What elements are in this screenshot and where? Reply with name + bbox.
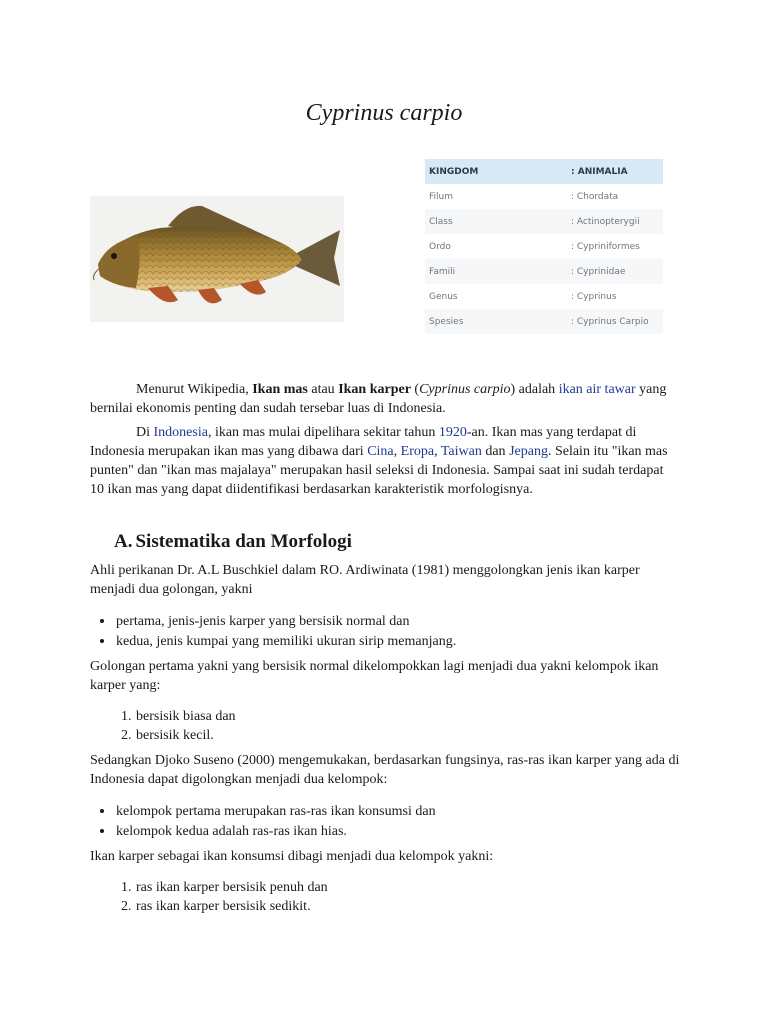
document-body bbox=[90, 380, 680, 922]
taxonomy-value: : ANIMALIA bbox=[567, 159, 663, 184]
taxonomy-key: Genus bbox=[429, 291, 458, 302]
intro-text: yang bernilai ekonomis penting dan sudah tersebar luas di Indonesia. bbox=[90, 382, 667, 416]
page-title: Cyprinus carpio bbox=[305, 100, 463, 126]
list-item: 2. bersisik kecil. bbox=[135, 726, 680, 745]
taxonomy-row bbox=[425, 209, 663, 234]
list-item: 1. ras ikan karper bersisik penuh dan bbox=[135, 878, 680, 897]
section-paragraph: Ikan karper sebagai ikan konsumsi dibagi menjadi dua kelompok yakni: bbox=[90, 849, 494, 864]
list-item: • pertama, jenis-jenis karper yang bersisik normal dan bbox=[115, 611, 680, 631]
history-text: . Selain itu "ikan mas punten" dan "ikan mas majalaya" merupakan hasil seleksi di Indonesia. Sampai saat ini sudah terdapat 10 ikan mas yang dapat diidentifikasi berdasarkan karakteristik morfologisnya. bbox=[90, 444, 668, 497]
bullet-list bbox=[90, 611, 680, 651]
taxonomy-key: Filum bbox=[429, 191, 453, 202]
list-item: 2. ras ikan karper bersisik sedikit. bbox=[135, 897, 680, 916]
intro-text: ( bbox=[410, 382, 420, 397]
taxonomy-key: Spesies bbox=[425, 309, 567, 334]
intro-paragraph bbox=[90, 380, 680, 418]
list-item: • kelompok kedua adalah ras-ras ikan hias. bbox=[115, 821, 680, 841]
section-title: Sistematika dan Morfologi bbox=[135, 531, 352, 552]
section-heading bbox=[114, 530, 680, 554]
link-eropa[interactable]: Eropa bbox=[400, 444, 435, 459]
history-text: , bbox=[393, 444, 401, 459]
taxonomy-value: : Cypriniformes bbox=[571, 241, 640, 252]
taxonomy-row bbox=[425, 184, 663, 209]
term-ikan-mas: Ikan mas bbox=[252, 382, 308, 397]
term-ikan-karper: Ikan karper bbox=[338, 382, 411, 397]
history-text: Di bbox=[136, 425, 154, 440]
link-ikan-air-tawar[interactable]: ikan air tawar bbox=[558, 382, 636, 397]
taxonomy-row bbox=[425, 259, 663, 284]
carp-fish-illustration bbox=[90, 196, 344, 322]
taxonomy-row bbox=[425, 234, 663, 259]
link-taiwan[interactable]: Taiwan bbox=[440, 444, 482, 459]
link-indonesia[interactable]: Indonesia bbox=[153, 425, 208, 440]
history-text: -an. Ikan mas yang terdapat di Indonesia merupakan ikan mas yang dibawa dari bbox=[90, 425, 637, 459]
taxonomy-key: Ordo bbox=[429, 241, 451, 252]
taxonomy-key: Class bbox=[425, 209, 567, 234]
section-paragraph: Ahli perikanan Dr. A.L Buschkiel dalam RO. Ardiwinata (1981) menggolongkan jenis ikan karper menjadi dua golongan, yakni bbox=[90, 563, 640, 597]
section-paragraph: Sedangkan Djoko Suseno (2000) mengemukakan, berdasarkan fungsinya, ras-ras ikan karper yang ada di Indonesia dapat digolongkan menjadi dua kelompok: bbox=[90, 753, 680, 787]
list-item: 1. bersisik biasa dan bbox=[135, 707, 680, 726]
section-paragraph: Golongan pertama yakni yang bersisik normal dikelompokkan lagi menjadi dua yakni kelompok ikan karper yang: bbox=[90, 659, 659, 693]
numbered-list bbox=[90, 707, 680, 745]
scientific-name: Cyprinus carpio bbox=[419, 382, 511, 397]
carp-fish-image bbox=[90, 196, 344, 322]
bullet-list bbox=[90, 801, 680, 841]
intro-text: ) adalah bbox=[510, 382, 559, 397]
taxonomy-row bbox=[425, 284, 663, 309]
history-text: , bbox=[434, 444, 441, 459]
link-cina[interactable]: Cina bbox=[367, 444, 394, 459]
section-number: A. bbox=[114, 531, 133, 552]
history-paragraph bbox=[90, 423, 680, 499]
list-item: • kelompok pertama merupakan ras-ras ikan konsumsi dan bbox=[115, 801, 680, 821]
taxonomy-row bbox=[425, 309, 663, 334]
taxonomy-key: Famili bbox=[425, 259, 567, 284]
taxonomy-value: : Cyprinidae bbox=[567, 259, 663, 284]
taxonomy-value: : Actinopterygii bbox=[567, 209, 663, 234]
intro-text: atau bbox=[307, 382, 339, 397]
history-text: , ikan mas mulai dipelihara sekitar tahun bbox=[207, 425, 439, 440]
taxonomy-value: : Chordata bbox=[571, 191, 619, 202]
history-text: dan bbox=[481, 444, 510, 459]
intro-text: Menurut Wikipedia, bbox=[136, 382, 253, 397]
taxonomy-value: : Cyprinus bbox=[571, 291, 617, 302]
taxonomy-table bbox=[425, 159, 663, 334]
numbered-list bbox=[90, 878, 680, 916]
link-jepang[interactable]: Jepang bbox=[509, 444, 548, 459]
taxonomy-row bbox=[425, 159, 663, 184]
list-item: • kedua, jenis kumpai yang memiliki ukuran sirip memanjang. bbox=[115, 631, 680, 651]
taxonomy-key: KINGDOM bbox=[425, 159, 567, 184]
link-1920[interactable]: 1920 bbox=[438, 425, 467, 440]
taxonomy-value: : Cyprinus Carpio bbox=[567, 309, 663, 334]
